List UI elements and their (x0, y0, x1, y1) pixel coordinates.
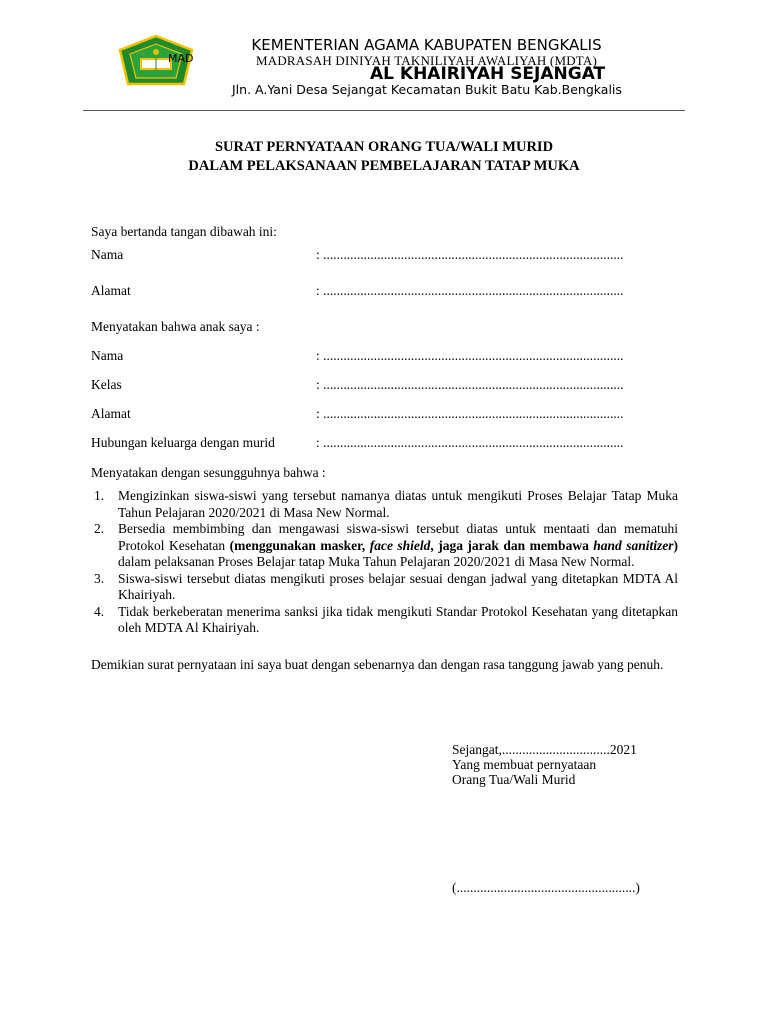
intro-text: Saya bertanda tangan dibawah ini: (91, 224, 277, 239)
signature-place-date: Sejangat,................................2021 (452, 742, 637, 757)
parent-address-field: : ......................................................................................... (316, 283, 624, 298)
signature-role: Yang membuat pernyataan (452, 757, 597, 772)
statement-item-3 (91, 571, 678, 604)
child-address-label: Alamat (91, 406, 131, 421)
child-name-label: Nama (91, 348, 124, 363)
statement-item-2 (91, 521, 678, 571)
school-name: AL KHAIRIYAH SEJANGAT (370, 64, 606, 84)
parent-name-label: Nama (91, 247, 124, 262)
ministry-name: KEMENTERIAN AGAMA KABUPATEN BENGKALIS (251, 36, 602, 54)
madrasah-type: MADRASAH DINIYAH TAKNILIYAH AWALIYAH (MDTA) (255, 53, 598, 68)
item-number: 4. (94, 603, 105, 619)
child-address-field: : ......................................................................................... (316, 406, 624, 421)
child-intro-text: Menyatakan bahwa anak saya : (91, 319, 260, 334)
item-text: Bersedia membimbing dan mengawasi siswa-siswi tersebut diatas untuk mentaati dan mematuhi Protokol Kesehatan (118, 521, 678, 553)
item-number: 3. (94, 570, 105, 586)
item-number: 2. (94, 521, 105, 536)
item-bold-text: (menggunakan masker, (229, 537, 370, 553)
child-class-label: Kelas (91, 377, 122, 392)
item-text: Mengizinkan siswa-siswi yang tersebut namanya diatas untuk mengikuti Proses Belajar Tatap Muka Tahun Pelajaran 2020/2021 di Masa New Normal. (118, 488, 678, 520)
statement-item-1 (91, 488, 678, 521)
parent-name-field: : ......................................................................................... (316, 247, 624, 262)
school-address: Jln. A.Yani Desa Sejangat Kecamatan Bukit Batu Kab.Bengkalis (232, 82, 622, 97)
item-bold-text: ) (673, 537, 678, 553)
child-class-field: : ......................................................................................... (316, 377, 624, 392)
statement-item-4 (91, 604, 678, 637)
signature-name-blank: (.....................................................) (452, 880, 640, 895)
item-text: Tidak berkeberatan menerima sanksi jika tidak mengikuti Standar Protokol Kesehatan yang ditetapkan oleh MDTA Al Khairiyah. (118, 603, 678, 635)
item-number: 1. (94, 488, 105, 503)
letter-title-line1: SURAT PERNYATAAN ORANG TUA/WALI MURID (214, 139, 554, 155)
statement-intro: Menyatakan dengan sesungguhnya bahwa : (91, 465, 326, 480)
logo-text: MAD (168, 52, 194, 65)
item-bold-italic-text: hand sanitizer (593, 537, 674, 553)
child-name-field: : ......................................................................................... (316, 348, 624, 363)
letter-title-line2: DALAM PELAKSANAAN PEMBELAJARAN TATAP MUKA (188, 158, 580, 174)
statement-list (91, 488, 678, 637)
item-bold-italic-text: face shield (369, 537, 431, 553)
item-bold-text: , jaga jarak dan membawa (430, 537, 594, 553)
relationship-field: : ......................................................................................... (316, 435, 624, 450)
signature-title: Orang Tua/Wali Murid (452, 772, 576, 787)
item-text: dalam pelaksanan Proses Belajar tatap Muka Tahun Pelajaran 2020/2021 di Masa New Normal. (118, 554, 635, 569)
item-text: Siswa-siswi tersebut diatas mengikuti proses belajar sesuai dengan jadwal yang ditetapkan MDTA Al Khairiyah. (118, 570, 678, 602)
closing-paragraph: Demikian surat pernyataan ini saya buat dengan sebenarnya dan dengan rasa tanggung jawab yang penuh. (91, 657, 664, 672)
relationship-label: Hubungan keluarga dengan murid (91, 435, 275, 450)
header-divider (83, 110, 685, 111)
parent-address-label: Alamat (91, 283, 131, 298)
